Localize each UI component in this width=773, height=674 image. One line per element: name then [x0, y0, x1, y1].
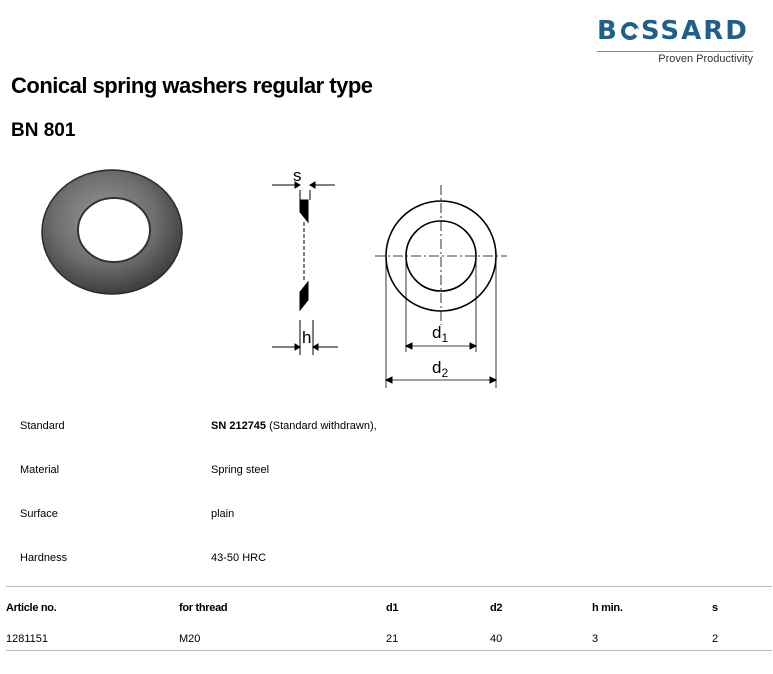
- header-for-thread: for thread: [179, 602, 228, 614]
- logo-wordmark: [597, 14, 757, 48]
- table-top-rule: [6, 586, 772, 587]
- property-label: Material: [20, 464, 60, 476]
- header-article-no: Article no.: [6, 602, 57, 614]
- label-h: h: [302, 328, 312, 347]
- header-d1: d1: [386, 602, 399, 614]
- standard-code: SN 212745: [211, 420, 267, 432]
- logo-o-icon: [621, 22, 639, 40]
- label-s: s: [293, 166, 302, 185]
- header-d2: d2: [490, 602, 503, 614]
- cell-d1: 21: [386, 633, 399, 645]
- table-bottom-rule: [6, 650, 772, 651]
- product-code: BN 801: [11, 120, 76, 141]
- property-label: Hardness: [20, 552, 68, 564]
- cell-d2: 40: [490, 633, 503, 645]
- property-value: plain: [211, 508, 235, 520]
- header-h-min: h min.: [592, 602, 623, 614]
- logo-letter-b: B: [597, 16, 619, 46]
- cell-s: 2: [712, 633, 719, 645]
- page-title: Conical spring washers regular type: [11, 73, 373, 98]
- cell-thread: M20: [179, 633, 201, 645]
- cell-article-no: 1281151: [6, 633, 49, 645]
- property-standard: [0, 420, 773, 440]
- logo-letters-ssard: SSARD: [640, 16, 749, 46]
- property-label: Surface: [20, 508, 58, 520]
- technical-drawing: [260, 160, 510, 395]
- label-d1: $d_1$: [432, 323, 449, 345]
- standard-note: (Standard withdrawn),: [266, 420, 377, 432]
- washer-photo: [40, 168, 184, 296]
- cell-h-min: 3: [592, 633, 599, 645]
- label-d2: $d_2$: [432, 358, 449, 380]
- property-value: 43-50 HRC: [211, 552, 267, 564]
- logo-tagline: Proven Productivity: [597, 51, 753, 65]
- property-material: [0, 464, 773, 484]
- bossard-logo: [597, 14, 757, 65]
- property-value: [211, 420, 377, 432]
- property-label: Standard: [20, 420, 65, 432]
- header-s: s: [712, 602, 718, 614]
- property-surface: [0, 508, 773, 528]
- property-hardness: [0, 552, 773, 572]
- property-value: Spring steel: [211, 464, 270, 476]
